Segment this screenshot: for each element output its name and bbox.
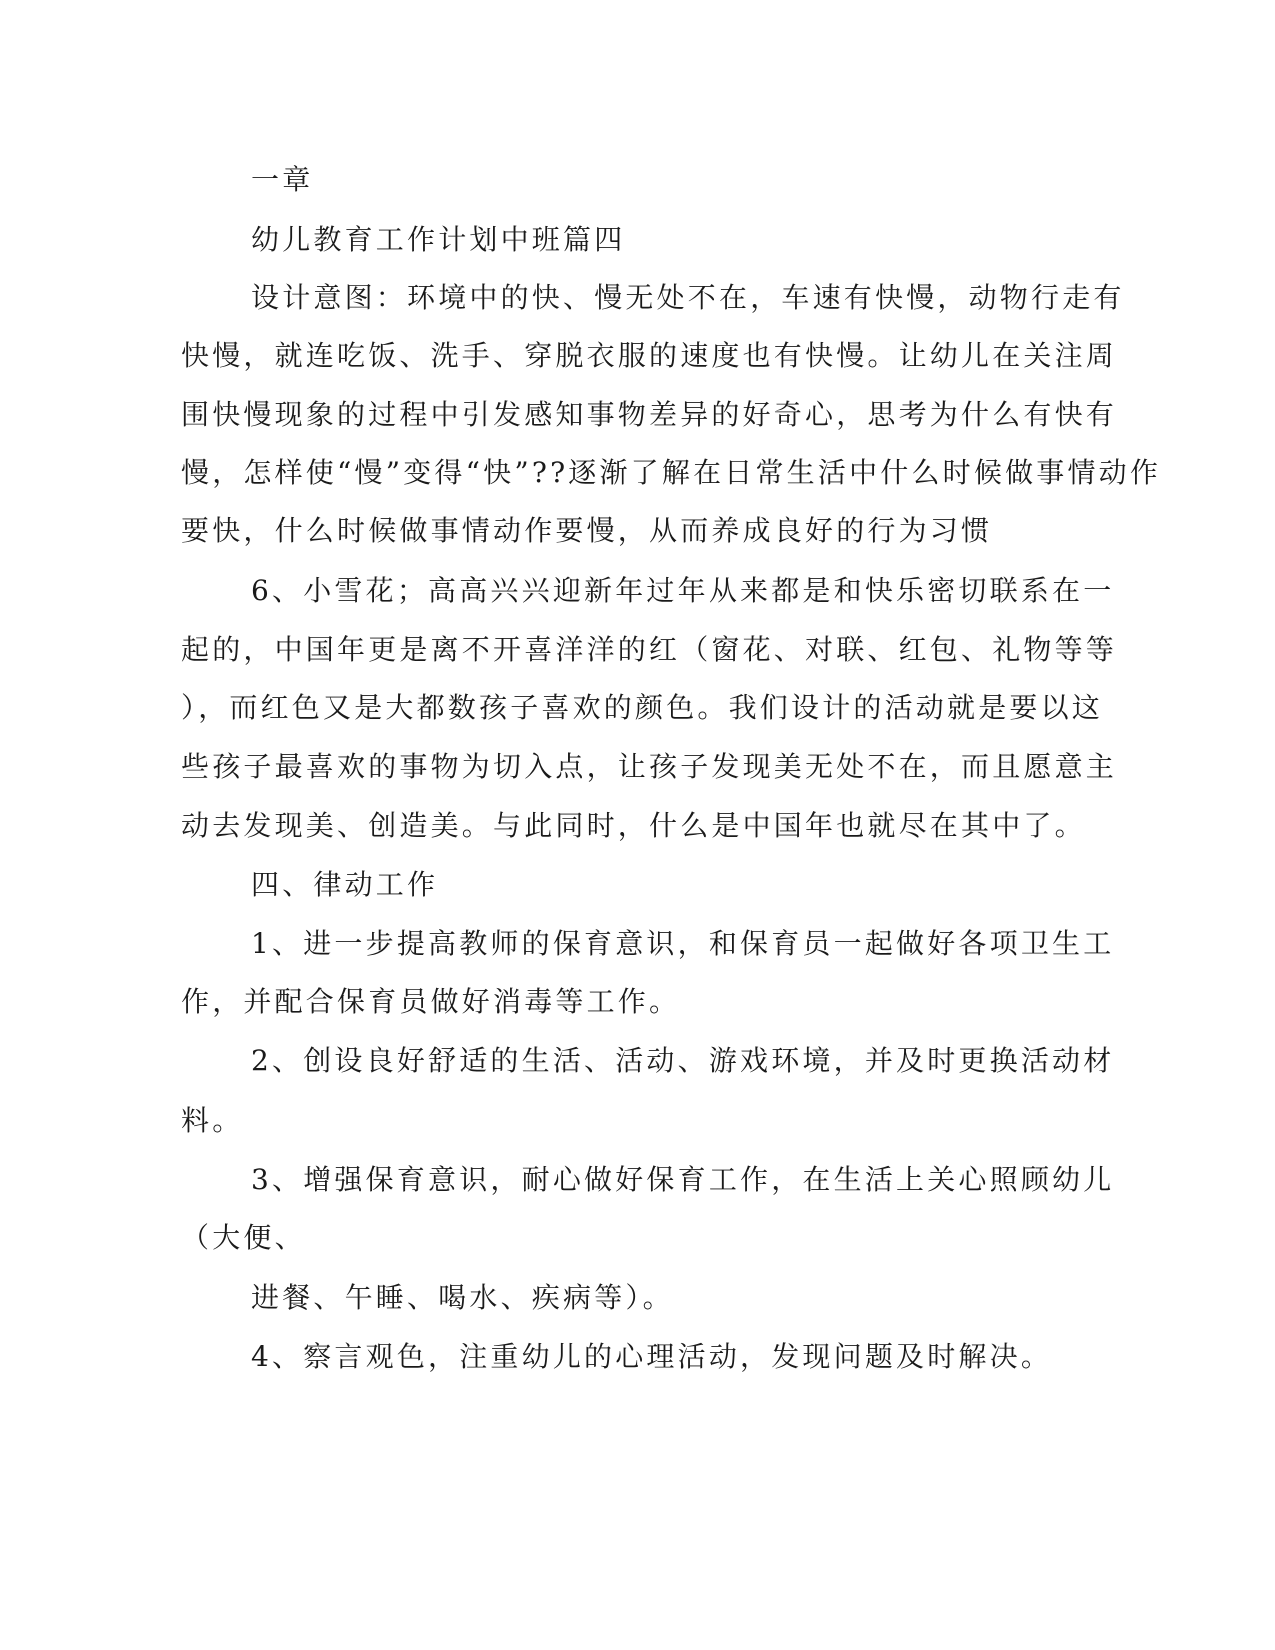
paragraph-line: 2、创设良好舒适的生活、活动、游戏环境，并及时更换活动材 [251,1044,1115,1077]
paragraph-line: 1、进一步提高教师的保育意识，和保育员一起做好各项卫生工 [251,927,1115,960]
paragraph-line: （大便、 [181,1221,306,1254]
paragraph-line: 要快，什么时候做事情动作要慢，从而养成良好的行为习惯 [181,514,993,547]
paragraph-line: 进餐、午睡、喝水、疾病等）。 [251,1281,674,1314]
paragraph-line: 4、察言观色，注重幼儿的心理活动，发现问题及时解决。 [251,1340,1053,1373]
paragraph-line: 动去发现美、创造美。与此同时，什么是中国年也就尽在其中了。 [181,809,1086,842]
paragraph-line: 围快慢现象的过程中引发感知事物差异的好奇心，思考为什么有快有 [181,398,1118,431]
chapter-fragment: 一章 [251,163,314,196]
paragraph-line: 设计意图：环境中的快、慢无处不在，车速有快慢，动物行走有 [251,281,1125,314]
paragraph-line: 3、增强保育意识，耐心做好保育工作，在生活上关心照顾幼儿 [251,1163,1115,1196]
paragraph-line: 料。 [181,1104,244,1137]
paragraph-line: 慢，怎样使“慢”变得“快”??逐渐了解在日常生活中什么时候做事情动作 [181,456,1162,489]
section-heading: 幼儿教育工作计划中班篇四 [251,223,626,256]
paragraph-line: 起的，中国年更是离不开喜洋洋的红（窗花、对联、红包、礼物等等 [181,633,1118,666]
section-heading: 四、律动工作 [251,868,439,901]
paragraph-line: 些孩子最喜欢的事物为切入点，让孩子发现美无处不在，而且愿意主 [181,750,1118,783]
paragraph-line: ），而红色又是大都数孩子喜欢的颜色。我们设计的活动就是要以这 [181,691,1104,724]
paragraph-line: 6、小雪花；高高兴兴迎新年过年从来都是和快乐密切联系在一 [251,574,1115,607]
paragraph-line: 快慢，就连吃饭、洗手、穿脱衣服的速度也有快慢。让幼儿在关注周 [181,339,1118,372]
paragraph-line: 作，并配合保育员做好消毒等工作。 [181,985,681,1018]
